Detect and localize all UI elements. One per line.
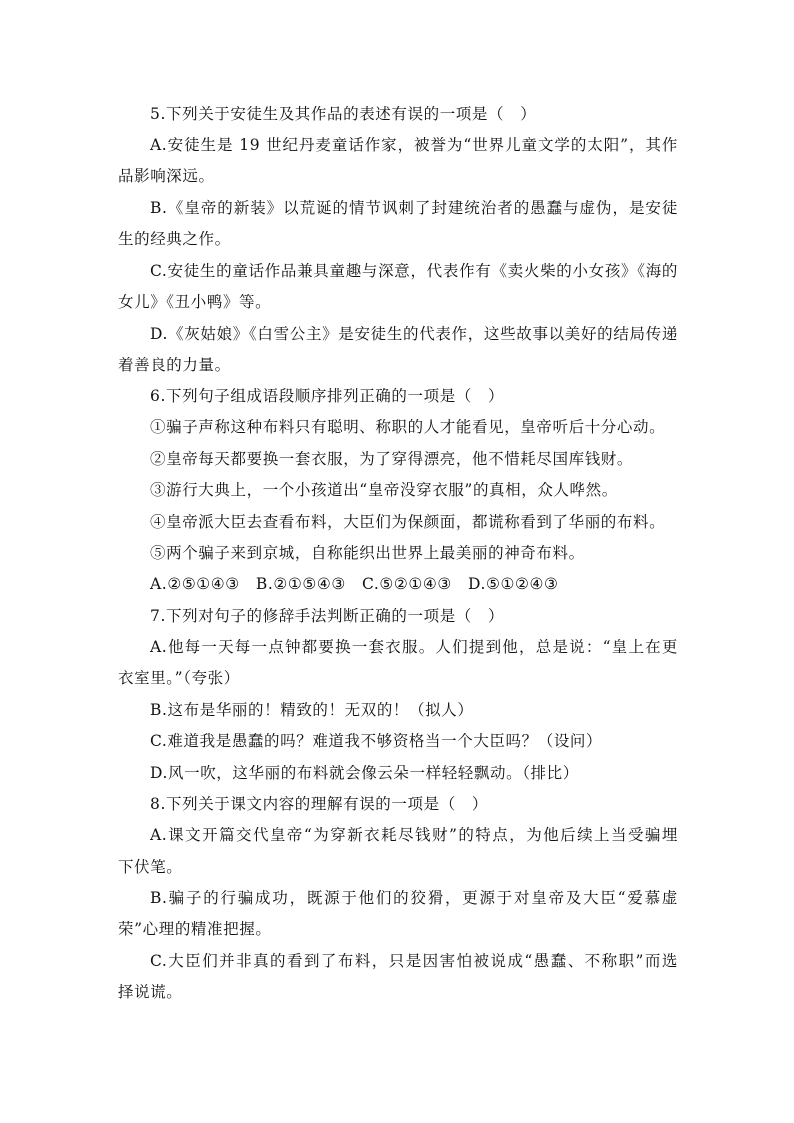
- question-6-options: A.②⑤①④③ B.②①⑤④③ C.⑤②①④③ D.⑤①②④③: [150, 575, 559, 593]
- question-5-option-b-line1: B.《皇帝的新装》以荒诞的情节讽刺了封建统治者的愚蠢与虚伪，是安徒: [150, 199, 678, 217]
- question-6-sentence-3: ③游行大典上，一个小孩道出“皇帝没穿衣服”的真相，众人哗然。: [150, 481, 618, 499]
- question-8-option-a-line2: 下伏笔。: [118, 858, 183, 876]
- question-8-stem: 8.下列关于课文内容的理解有误的一项是（ ）: [150, 795, 488, 813]
- question-7-option-b: B.这布是华丽的！精致的！无双的！（拟人）: [150, 701, 474, 719]
- question-5-option-c-line1: C.安徒生的童话作品兼具童趣与深意，代表作有《卖火柴的小女孩》《海的: [150, 262, 678, 280]
- question-6-sentence-4: ④皇帝派大臣去查看布料，大臣们为保颜面，都谎称看到了华丽的布料。: [150, 513, 666, 531]
- question-8-option-c-line1: C.大臣们并非真的看到了布料，只是因害怕被说成“愚蠢、不称职”而选: [150, 952, 678, 970]
- question-5-option-d-line1: D.《灰姑娘》《白雪公主》是安徒生的代表作，这些故事以美好的结局传递: [150, 325, 678, 343]
- question-6-sentence-1: ①骗子声称这种布料只有聪明、称职的人才能看见，皇帝听后十分心动。: [150, 418, 666, 436]
- question-5-option-a-line2: 品影响深远。: [118, 167, 215, 185]
- question-8-option-c-line2: 择说谎。: [118, 983, 183, 1001]
- question-8-option-b-line2: 荣”心理的精准把握。: [118, 920, 272, 938]
- question-6-sentence-2: ②皇帝每天都要换一套衣服，为了穿得漂亮，他不惜耗尽国库钱财。: [150, 450, 634, 468]
- question-5-stem: 5.下列关于安徒生及其作品的表述有误的一项是（ ）: [150, 105, 537, 123]
- question-8-option-a-line1: A.课文开篇交代皇帝“为穿新衣耗尽钱财”的特点，为他后续上当受骗埋: [150, 826, 678, 844]
- question-8-option-b-line1: B.骗子的行骗成功，既源于他们的狡猾，更源于对皇帝及大臣“爱慕虚: [150, 889, 678, 907]
- question-6-stem: 6.下列句子组成语段顺序排列正确的一项是（ ）: [150, 387, 505, 405]
- question-7-option-a-line2: 衣室里。”（夸张）: [118, 669, 240, 687]
- question-5-option-b-line2: 生的经典之作。: [118, 230, 231, 248]
- question-7-option-c: C.难道我是愚蠢的吗？难道我不够资格当一个大臣吗？（设问）: [150, 732, 603, 750]
- question-7-stem: 7.下列对句子的修辞手法判断正确的一项是（ ）: [150, 607, 505, 625]
- question-5-option-c-line2: 女儿》《丑小鸭》等。: [118, 293, 272, 311]
- question-5-option-a-line1: A.安徒生是 19 世纪丹麦童话作家，被誉为“世界儿童文学的太阳”，其作: [150, 136, 678, 154]
- question-7-option-a-line1: A.他每一天每一点钟都要换一套衣服。人们提到他，总是说：“皇上在更: [150, 638, 678, 656]
- question-7-option-d: D.风一吹，这华丽的布料就会像云朵一样轻轻飘动。（排比）: [150, 764, 579, 782]
- question-5-option-d-line2: 着善良的力量。: [118, 356, 231, 374]
- question-6-sentence-5: ⑤两个骗子来到京城，自称能织出世界上最美丽的神奇布料。: [150, 544, 585, 562]
